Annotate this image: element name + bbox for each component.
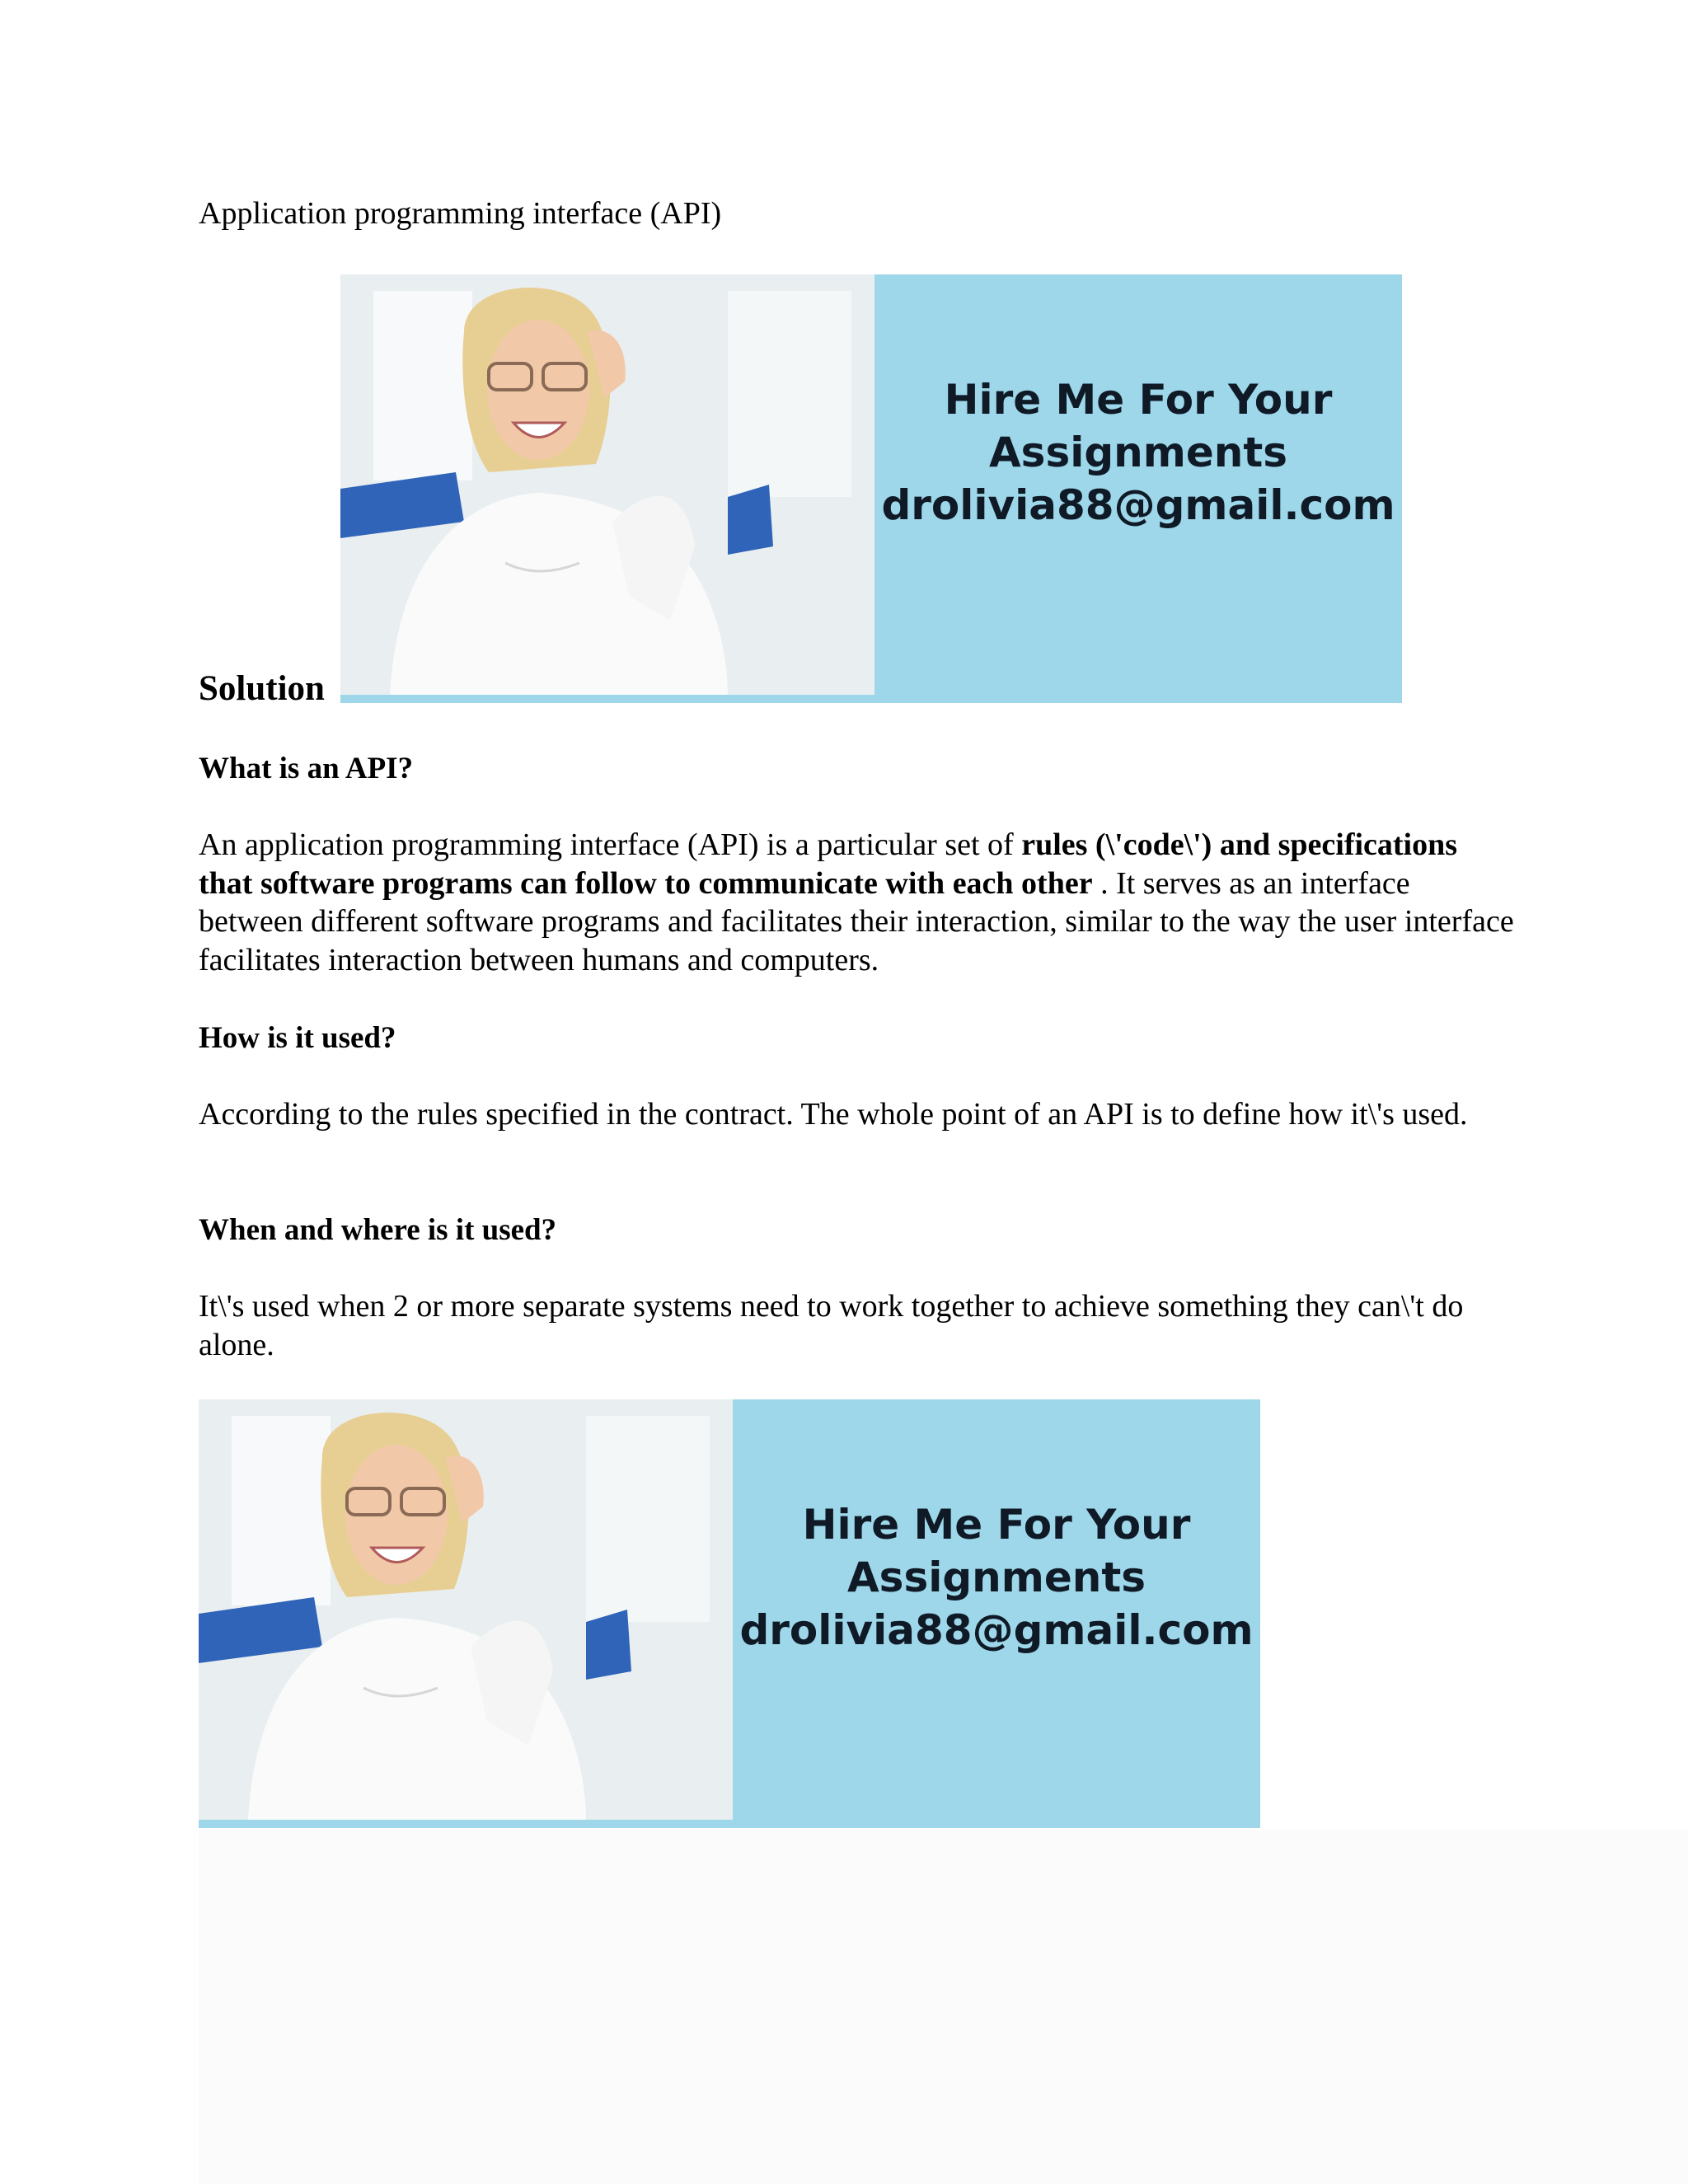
section-heading-when: When and where is it used? [199,1213,557,1247]
section-heading-what: What is an API? [199,752,414,785]
hire-me-banner-2 [199,1399,1260,1828]
woman-with-glasses-photo [340,274,874,695]
banner-line-2: Assignments [846,1554,1146,1601]
hire-me-banner [340,274,1402,703]
body-text: . It serves as an interface between different software programs and facilitates their interaction, similar to the way the user interface facilitates interaction between humans and computers. [199,865,1514,977]
banner-email: drolivia88@gmail.com [881,481,1395,529]
woman-with-glasses-photo [199,1399,733,1820]
body-text: An application programming interface (API) is a particular set of [199,827,1022,862]
banner-text [733,1498,1260,1657]
blank-placeholder-area [199,1830,1688,2184]
banner-line-1: Hire Me For Your [802,1501,1191,1549]
section-body-when: It\'s used when 2 or more separate systems need to work together to achieve something they can\'t do alone. [199,1289,1464,1362]
banner-line-2: Assignments [988,429,1287,476]
photo-illustration [199,1399,733,1820]
solution-label: Solution [199,669,325,708]
section-heading-how: How is it used? [199,1021,396,1055]
banner-bottom-strip [340,695,1402,703]
banner-text [874,373,1402,532]
banner-email: drolivia88@gmail.com [739,1606,1254,1654]
body-bold-text: rules (\'code\') and specifications that software programs can follow to communicate with each other [199,827,1458,901]
section-body-how: According to the rules specified in the contract. The whole point of an API is to define how it\'s used. [199,1097,1468,1132]
question-title: Application programming interface (API) [199,196,722,231]
banner-line-1: Hire Me For Your [944,376,1333,424]
section-body-what [199,826,1517,979]
banner-bottom-strip [199,1820,1260,1828]
photo-illustration [340,274,874,695]
